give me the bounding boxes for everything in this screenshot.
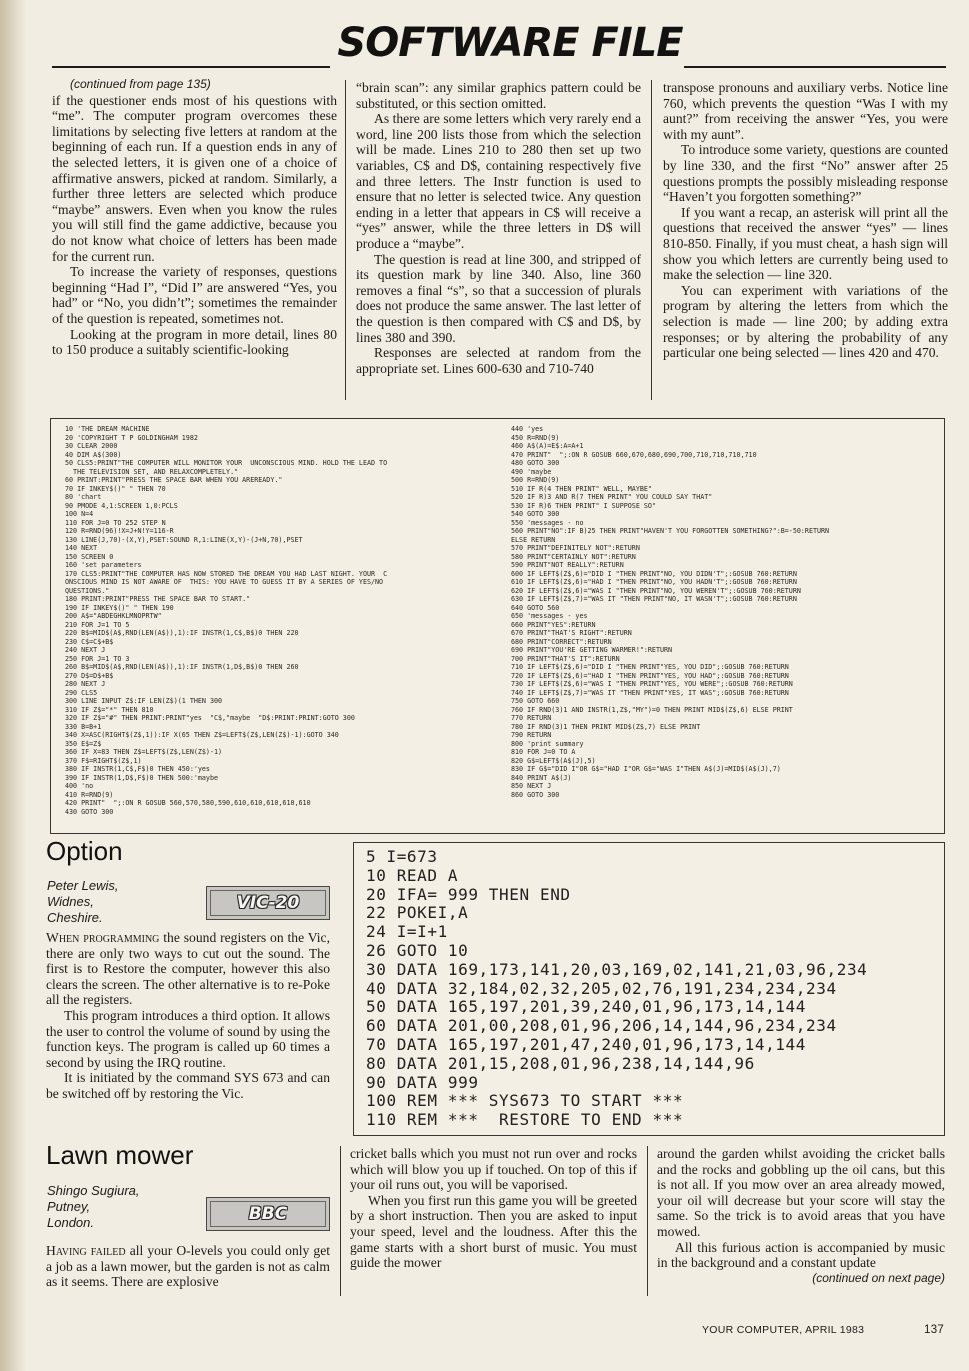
lawnmower-column-1 (46, 1243, 330, 1290)
article-column-2 (356, 80, 641, 376)
header-rule-left (52, 66, 330, 68)
vic20-badge (206, 886, 330, 920)
column-divider (340, 1146, 341, 1296)
listing-right-column: 440 'yes 450 R=RND(9) 460 A$(A)=E$:A=A+1 470 PRINT" ";:ON R GOSUB 660,670,680,690,700,710,710,710,710 480 GOTO 300 490 'maybe 500 R=RND(9) 510 IF R(4 THEN PRINT" WELL, MAYBE" 520 IF R)3 AND R(7 THEN PRINT" YOU COULD SAY THAT" 530 IF R)6 THEN PRINT" I SUPPOSE SO" 540 GOTO 300 550 'messages - no 560 PRINT"NO":IF B)25 THEN PRINT"HAVEN'T YOU FORGOTTEN SOMETHING?":B=-50:RETURN ELSE RETURN 570 PRINT"DEFINITELY NOT":RETURN 580 PRINT"CERTAINLY NOT":RETURN 590 PRINT"NOT REALLY":RETURN 600 IF LEFT$(Z$,6)="DID I "THEN PRINT"NO, YOU DIDN'T";:GOSUB 760:RETURN 610 IF LEFT$(Z$,6)="HAD I "THEN PRINT"NO, YOU HADN'T";:GOSUB 760:RETURN 620 IF LEFT$(Z$,6)="WAS I "THEN PRINT"NO, YOU WEREN'T";:GOSUB 760:RETURN 630 IF LEFT$(Z$,7)="WAS IT "THEN PRINT"NO, IT WASN'T";:GOSUB 760:RETURN 640 GOTO 560 650 'messages - yes 660 PRINT"YES":RETURN 670 PRINT"THAT'S RIGHT":RETURN 680 PRINT"CORRECT":RETURN 690 PRINT"YOU'RE GETTING WARMER!":RETURN 700 PRINT"THAT'S IT":RETURN 710 IF LEFT$(Z$,6)="DID I "THEN PRINT"YES, YOU DID";:GOSUB 760:RETURN 720 IF LEFT$(Z$,6)="HAD I "THEN PRINT"YES, YOU HAD";:GOSUB 760:RETURN 730 IF LEFT$(Z$,6)="WAS I "THEN PRINT"YES, YOU WERE";:GOSUB 760:RETURN 740 IF LEFT$(Z$,7)="WAS IT "THEN PRINT"YES, IT WAS";:GOSUB 760:RETURN 750 GOTO 660 760 IF RND(3)1 AND INSTR(1,Z$,"MY")=0 THEN PRINT MID$(Z$,6) ELSE PRINT 770 RETURN 780 IF RND(3)1 THEN PRINT MID$(Z$,7) ELSE PRINT 790 RETURN 800 'print summary 810 FOR J=0 TO A 820 G$=LEFT$(A$(J),5) 830 IF G$="DID I"OR G$="HAD I"OR G$="WAS I"THEN A$(J)=MID$(A$(J),7) 840 PRINT A$(J) 850 NEXT J 860 GOTO 300 (511, 425, 830, 799)
dream-machine-listing (50, 418, 945, 834)
paragraph (46, 930, 330, 1008)
column-divider (647, 1146, 648, 1296)
option-text (46, 930, 330, 1102)
paragraph: You can experiment with variations of the program by altering the letters from which the selection is made — line 200; by adding extra responses; or by altering the probability of any particular one being selected — lines 420 and 470. (663, 282, 948, 361)
column-divider (651, 80, 652, 400)
author-name: Shingo Sugiura, (47, 1183, 140, 1198)
paragraph: Responses are selected at random from the appropriate set. Lines 600-630 and 710-740 (356, 345, 641, 376)
author-name: Peter Lewis, (47, 878, 119, 893)
author-town: Putney, (47, 1199, 91, 1214)
footer-magazine: YOUR COMPUTER, APRIL 1983 (702, 1324, 865, 1336)
bbc-badge (206, 1197, 330, 1231)
paragraph: transpose pronouns and auxiliary verbs. Notice line 760, which prevents the question “Was I with my aunt?” from receiving the answer “Yes, you were with my aunt”. (663, 80, 948, 142)
author-city: London. (47, 1215, 94, 1230)
vic20-listing (353, 842, 945, 1136)
badge-label: VIC-20 (210, 890, 326, 916)
author-town: Widnes, (47, 894, 94, 909)
paragraph: The question is read at line 300, and stripped of its question mark by line 340. Also, line 360 removes a final “s”, so that a succession of plurals does not produce the same answer. The last letter of the question is then compared with C$ and D$, by lines 380 and 390. (356, 251, 641, 345)
paragraph: if the questioner ends most of his questions with “me”. The computer program overcomes these limitations by selecting five letters at random at the beginning of each run. If a question ends in any of the selected letters, it is given one of a choice of affirmative answers, picked at random. Similarly, a further three letters are selected which produce “maybe” answers. Even when you know the rules you will still find the game addictive, because you do not know what choice of letters has been made for the current run. (52, 92, 337, 264)
paragraph: “brain scan”: any similar graphics pattern could be substituted, or this section omitted. (356, 80, 641, 111)
paragraph: As there are some letters which very rarely end a word, line 200 lists those from which the selection will be made. Lines 210 to 280 then set up two variables, C$ and D$, containing respectively five and three letters. The Instr function is used to ensure that no letter is selected twice. Any question ending in a letter that appears in C$ will receive a “yes” answer, while the three letters in D$ will produce a “maybe”. (356, 111, 641, 251)
lead-smallcaps: Having failed (46, 1243, 126, 1258)
page-number: 137 (924, 1324, 945, 1336)
paragraph: To introduce some variety, questions are counted by line 330, and the first “No” answer after 25 questions prompts the possibly misleading response “Haven’t you forgotten something?” (663, 142, 948, 205)
column-divider (345, 80, 346, 400)
header-rule-right (684, 66, 946, 68)
listing-left-column: 10 'THE DREAM MACHINE 20 'COPYRIGHT T P GOLDINGHAM 1982 30 CLEAR 2000 40 DIM A$(300) 50 CLS5:PRINT"THE COMPUTER WILL MONITOR YOUR UNCONSCIOUS MIND. HOLD THE LEAD TO THE TELEVISION SET, AND RELAXCOMPLETELY." 60 PRINT:PRINT"PRESS THE SPACE BAR WHEN YOU AREREADY." 70 IF INKEY$()" " THEN 70 80 'chart 90 PMODE 4,1:SCREEN 1,0:PCLS 100 N=4 110 FOR J=0 TO 252 STEP N 120 R=RND(96)!X=J+N!Y=116-R 130 LINE(J,70)-(X,Y),PSET:SOUND R,1:LINE(X,Y)-(J+N,70),PSET 140 NEXT 150 SCREEN 0 160 'set parameters 170 CLS5:PRINT"THE COMPUTER HAS NOW STORED THE DREAM YOU HAD LAST NIGHT. YOUR C ONSCIOUS MIND IS NOT AWARE OF THIS: YOU HAVE TO GUESS IT BY A SERIES OF YES/NO QUESTIONS." 180 PRINT:PRINT"PRESS THE SPACE BAR TO START." 190 IF INKEY$()" " THEN 190 200 A$="ABDEGHKLMNOPRTW" 210 FOR J=1 TO 5 220 B$=MID$(A$,RND(LEN(A$)),1):IF INSTR(1,C$,B$)0 THEN 220 230 C$=C$+B$ 240 NEXT J 250 FOR J=1 TO 3 260 B$=MID$(A$,RND(LEN(A$)),1):IF INSTR(1,D$,B$)0 THEN 260 270 D$=D$+B$ 280 NEXT J 290 CLS5 300 LINE INPUT Z$:IF LEN(Z$)(1 THEN 300 310 IF Z$="*" THEN 810 320 IF Z$="#" THEN PRINT:PRINT"yes "C$,"maybe "D$:PRINT:PRINT:GOTO 300 330 B=B+1 340 X=ASC(RIGHT$(Z$,1)):IF X(65 THEN Z$=LEFT$(Z$,LEN(Z$)-1):GOTO 340 350 E$=Z$ 360 IF X=83 THEN Z$=LEFT$(Z$,LEN(Z$)-1) 370 F$=RIGHT$(Z$,1) 380 IF INSTR(1,C$,F$)0 THEN 450:'yes 390 IF INSTR(1,D$,F$)0 THEN 500:'maybe 400 'no 410 R=RND(9) 420 PRINT" ";:ON R GOSUB 560,570,580,590,610,610,610,610,610 430 GOTO 300 (65, 425, 388, 816)
article-column-1 (52, 77, 337, 358)
continued-to-note: (continued on next page) (812, 1270, 945, 1285)
lawnmower-author (47, 1183, 140, 1231)
lawnmower-title: Lawn mower (46, 1140, 194, 1170)
author-county: Cheshire. (47, 910, 103, 925)
paragraph: Looking at the program in more detail, lines 80 to 150 produce a suitably scientific-looking (52, 326, 337, 358)
paragraph (46, 1243, 330, 1290)
article-column-3 (663, 80, 948, 361)
paragraph: around the garden whilst avoiding the cricket balls and the rocks and gobbling up the oil cans, but this is not all. If you mow over an area already mowed, your oil will decrease but your score will stay the same. So the trick is to avoid areas that you have mowed. (657, 1146, 945, 1239)
paragraph: If you want a recap, an asterisk will print all the questions that received the answer “yes” — lines 810-850. Finally, if you must cheat, a hash sign will show you which letters are currently being used to make the selection — line 320. (663, 204, 948, 283)
paragraph-rest: all your O-levels you could only get a job as a lawn mower, but the garden is not as calm as it seems. There are explosive (46, 1243, 330, 1290)
vic20-code: 5 I=673 10 READ A 20 IFA= 999 THEN END 22 POKEI,A 24 I=I+1 26 GOTO 10 30 DATA 169,173,141,20,03,169,02,141,21,03,96,234 40 DATA 32,184,02,32,205,02,76,191,234,234,234 50 DATA 165,197,201,39,240,01,96,173,14,144 60 DATA 201,00,208,01,96,206,14,144,96,234,234 70 DATA 165,197,201,47,240,01,96,173,14,144 80 DATA 201,15,208,01,96,238,14,144,96 90 DATA 999 100 REM *** SYS673 TO START *** 110 REM *** RESTORE TO END *** (366, 847, 868, 1130)
paragraph: cricket balls which you must not run over and rocks which will blow you up if touched. On top of this if your oil runs out, you will be vaporised. (350, 1146, 637, 1193)
paragraph: This program introduces a third option. It allows the user to control the volume of sound by using the function keys. The program is called up 60 times a second by using the IRQ routine. (46, 1007, 330, 1070)
continued-from-note: (continued from page 135) (70, 77, 211, 91)
paragraph-rest: the sound registers on the Vic, there are only two ways to cut out the sound. The first is to Restore the computer, however this also clears the screen. The other alternative is to re-Poke all the registers. (46, 930, 330, 1008)
option-title: Option (46, 836, 123, 866)
lawnmower-column-2 (350, 1146, 637, 1271)
lead-smallcaps: When programming (46, 930, 160, 945)
paragraph: It is initiated by the command SYS 673 and can be switched off by restoring the Vic. (46, 1070, 330, 1101)
badge-label: BBC (210, 1201, 326, 1227)
paragraph: All this furious action is accompanied by music in the background and a constant update (657, 1239, 945, 1271)
paragraph: When you first run this game you will be greeted by a short instruction. Then you are asked to input your speed, level and the loudness. After this the game starts with a short burst of music. You must guide the mower (350, 1192, 637, 1271)
paragraph: To increase the variety of responses, questions beginning “Had I”, “Did I” are answered “Yes, you had” or “No, you didn’t”; sometimes the remainder of the question is repeated, sometimes not. (52, 264, 337, 326)
lawnmower-column-3 (657, 1146, 945, 1286)
section-header-title: SOFTWARE FILE (337, 20, 683, 66)
option-author (47, 878, 119, 926)
binding-shadow (0, 0, 26, 1371)
